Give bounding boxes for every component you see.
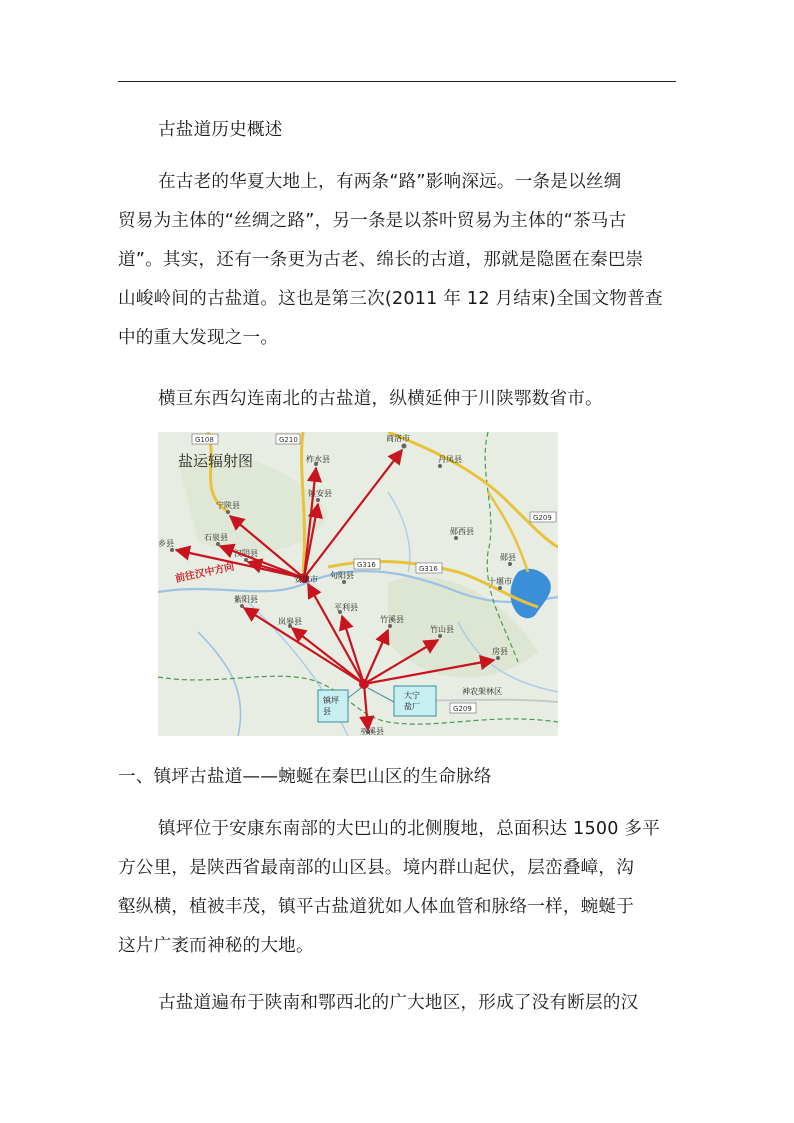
section-title: 古盐道历史概述	[158, 120, 283, 140]
map-intro-paragraph: 横亘东西勾连南北的古盐道，纵横延伸于川陕鄂数省市。	[158, 389, 603, 409]
intro-line: 道”。其实，还有一条更为古老、绵长的古道，那就是隐匿在秦巴崇	[118, 250, 644, 270]
section-heading: 一、镇坪古盐道——蜿蜒在秦巴山区的生命脉络	[118, 767, 492, 787]
hub-label: 安康市	[294, 575, 318, 584]
intro-line: 贸易为主体的“丝绸之路”，另一条是以茶叶贸易为主体的“茶马古	[118, 211, 627, 231]
place-label: 柞水县	[306, 455, 330, 464]
direction-label: 前往汉中方向	[174, 561, 236, 585]
map-canvas	[158, 432, 558, 736]
place-label: 竹山县	[430, 625, 454, 634]
source-label-text: 镇坪	[323, 696, 339, 705]
place-label: 镇安县	[308, 489, 332, 498]
zhenping-line: 这片广袤而神秘的大地。	[118, 936, 314, 956]
place-label: 石泉县	[204, 533, 228, 542]
place-label: 竹溪县	[380, 615, 404, 624]
place-label: 丹凤县	[438, 455, 462, 464]
place-label: 紫阳县	[234, 595, 258, 604]
road-label: G108	[195, 436, 214, 444]
plant-label-text: 盐厂	[404, 702, 420, 711]
salt-route-map	[158, 432, 558, 736]
place-label: 旬阳县	[330, 571, 354, 580]
header-rule	[118, 81, 676, 82]
place-label: 郧县	[500, 553, 516, 562]
zhenping-line: 方公里，是陕西省最南部的山区县。境内群山起伏，层峦叠嶂，沟	[118, 858, 635, 878]
source-label-text: 县	[323, 707, 331, 716]
road-label: G209	[453, 705, 472, 713]
place-label: 巫溪县	[360, 727, 384, 736]
region-label: 神农架林区	[462, 687, 502, 696]
intro-line: 山峻岭间的古盐道。这也是第三次(2011 年 12 月结束)全国文物普查	[118, 289, 663, 309]
place-label: 商洛市	[386, 434, 410, 443]
intro-line: 中的重大发现之一。	[118, 328, 279, 348]
zhenping-line: 壑纵横，植被丰茂，镇平古盐道犹如人体血管和脉络一样，蜿蜒于	[118, 897, 635, 917]
place-label: 汉阴县	[234, 549, 258, 558]
place-label: 乡县	[158, 539, 174, 548]
place-label: 房县	[492, 647, 508, 656]
plant-label-text: 大宁	[404, 691, 420, 700]
intro-line: 在古老的华夏大地上，有两条“路”影响深远。一条是以丝绸	[158, 172, 622, 192]
intro-paragraph	[118, 163, 678, 358]
zhenping-line: 镇坪位于安康东南部的大巴山的北侧腹地，总面积达 1500 多平	[158, 819, 661, 839]
place-label: 宁陕县	[216, 501, 240, 510]
zhenping-paragraph	[118, 810, 678, 966]
road-label: G316	[357, 561, 376, 569]
road-label: G209	[533, 514, 552, 522]
place-label: 郧西县	[450, 527, 474, 536]
road-label: G210	[279, 436, 298, 444]
place-label: 岚皋县	[278, 617, 302, 626]
source-marker	[359, 679, 369, 689]
place-label: 平利县	[334, 603, 358, 612]
place-label: 十堰市	[488, 577, 512, 586]
map-title: 盐运辐射图	[178, 452, 254, 470]
source-callout	[318, 690, 348, 722]
road-label: G316	[419, 565, 438, 573]
network-paragraph: 古盐道遍布于陕南和鄂西北的广大地区，形成了没有断层的汉	[158, 993, 639, 1013]
